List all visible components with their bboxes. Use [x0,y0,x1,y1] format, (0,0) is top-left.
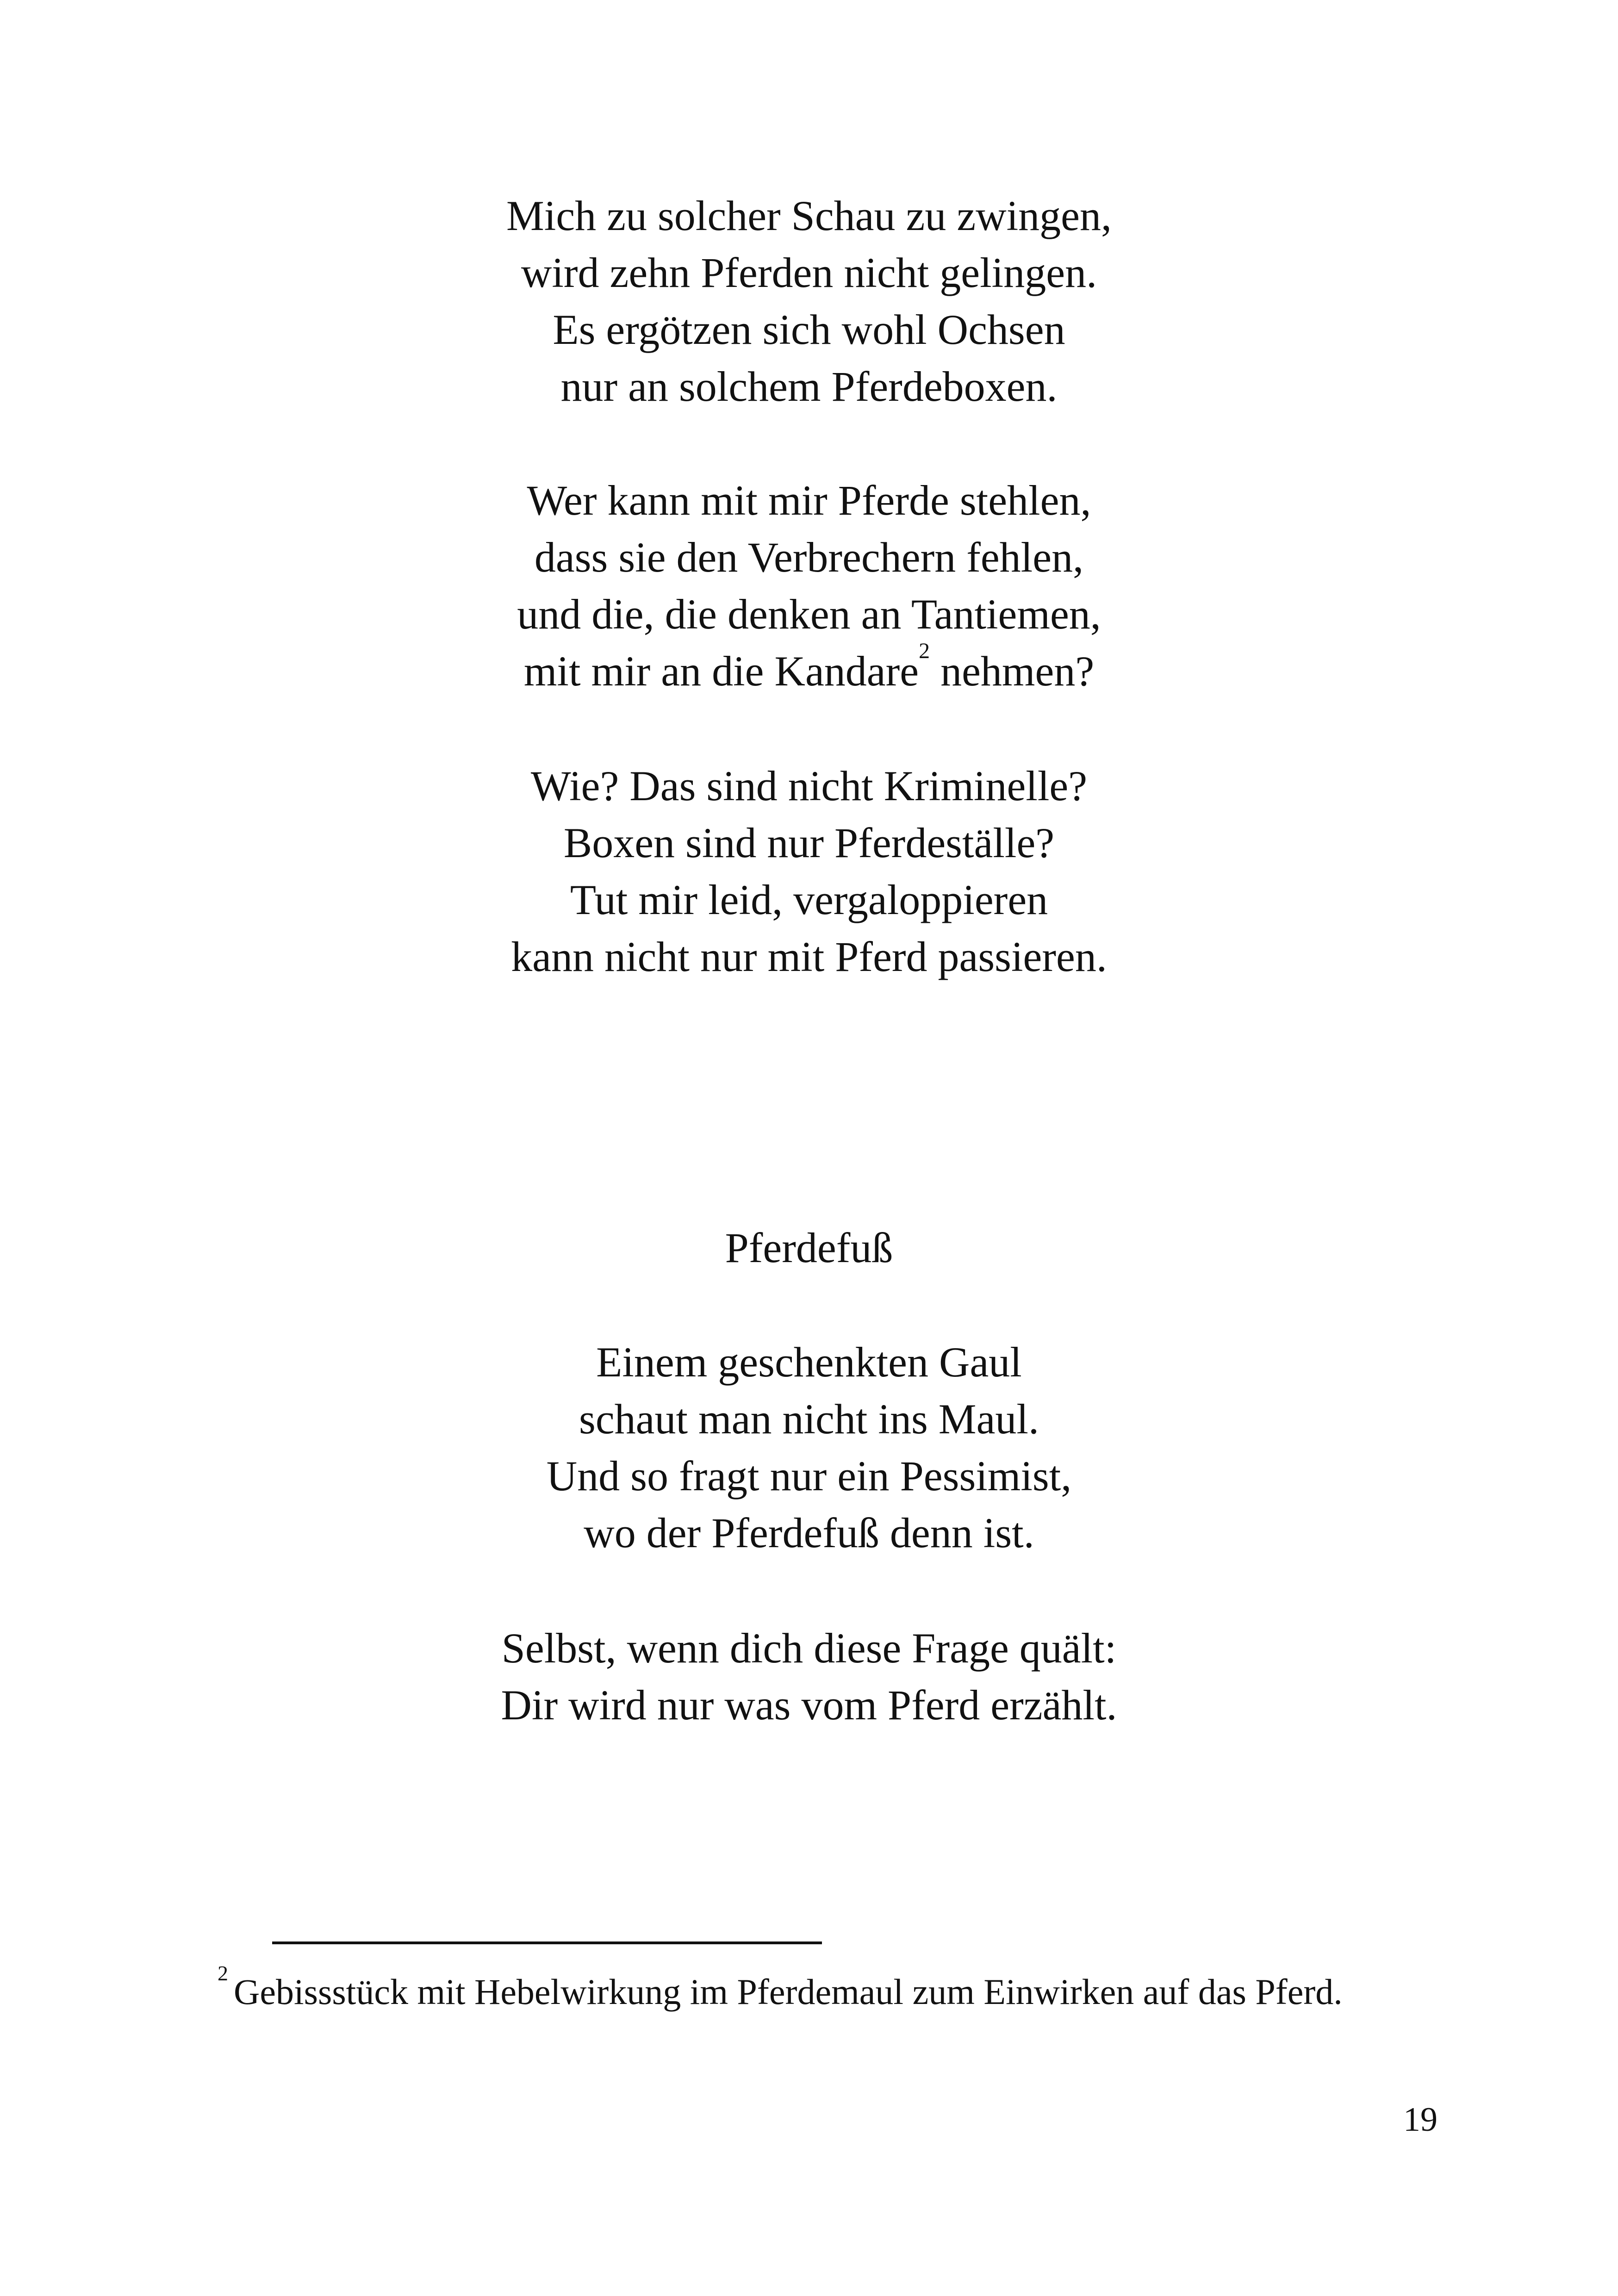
poem-stanza-1 [0,187,1618,415]
verse-line: wo der Pferdefuß denn ist. [584,1509,1034,1556]
footnote-reference: 2 [919,639,930,663]
verse-line: schaut man nicht ins Maul. [579,1395,1039,1443]
poem-stanza-4 [0,1334,1618,1562]
poem-stanza-5 [0,1620,1618,1734]
verse-line: Boxen sind nur Pferdeställe? [563,819,1055,866]
footnote-text: Gebissstück mit Hebelwirkung im Pferdemaul zum Einwirken auf das Pferd. [234,1972,1343,2012]
verse-line-with-footnote [0,639,1618,700]
verse-line: Einem geschenkten Gaul [596,1338,1022,1386]
verse-line: kann nicht nur mit Pferd passieren. [511,933,1107,980]
verse-line: Mich zu solcher Schau zu zwingen, [506,192,1112,239]
verse-line: Es ergötzen sich wohl Ochsen [553,306,1065,353]
verse-line: Wie? Das sind nicht Kriminelle? [530,762,1088,809]
verse-line: Wer kann mit mir Pferde stehlen, [527,477,1091,524]
poem-title: Pferdefuß [725,1224,893,1271]
verse-line: Und so fragt nur ein Pessimist, [546,1452,1072,1500]
verse-line: Selbst, wenn dich diese Frage quält: [501,1624,1117,1672]
footnote [218,1961,1439,2019]
verse-line: Dir wird nur was vom Pferd erzählt. [501,1681,1117,1729]
poem-stanza-3 [0,758,1618,985]
page-number: 19 [1403,2101,1438,2139]
verse-line: und die, die denken an Tantiemen, [517,591,1101,638]
verse-line: dass sie den Verbrechern fehlen, [534,534,1084,581]
footnote-separator [272,1941,822,1944]
verse-text: mit mir an die Kandare [523,647,919,695]
verse-line: wird zehn Pferden nicht gelingen. [521,249,1097,296]
verse-line: Tut mir leid, vergaloppieren [570,876,1048,923]
verse-line: nur an solchem Pferdeboxen. [560,363,1058,410]
verse-text: nehmen? [930,647,1095,695]
footnote-marker: 2 [218,1961,228,1985]
poem-stanza-2 [0,472,1618,700]
